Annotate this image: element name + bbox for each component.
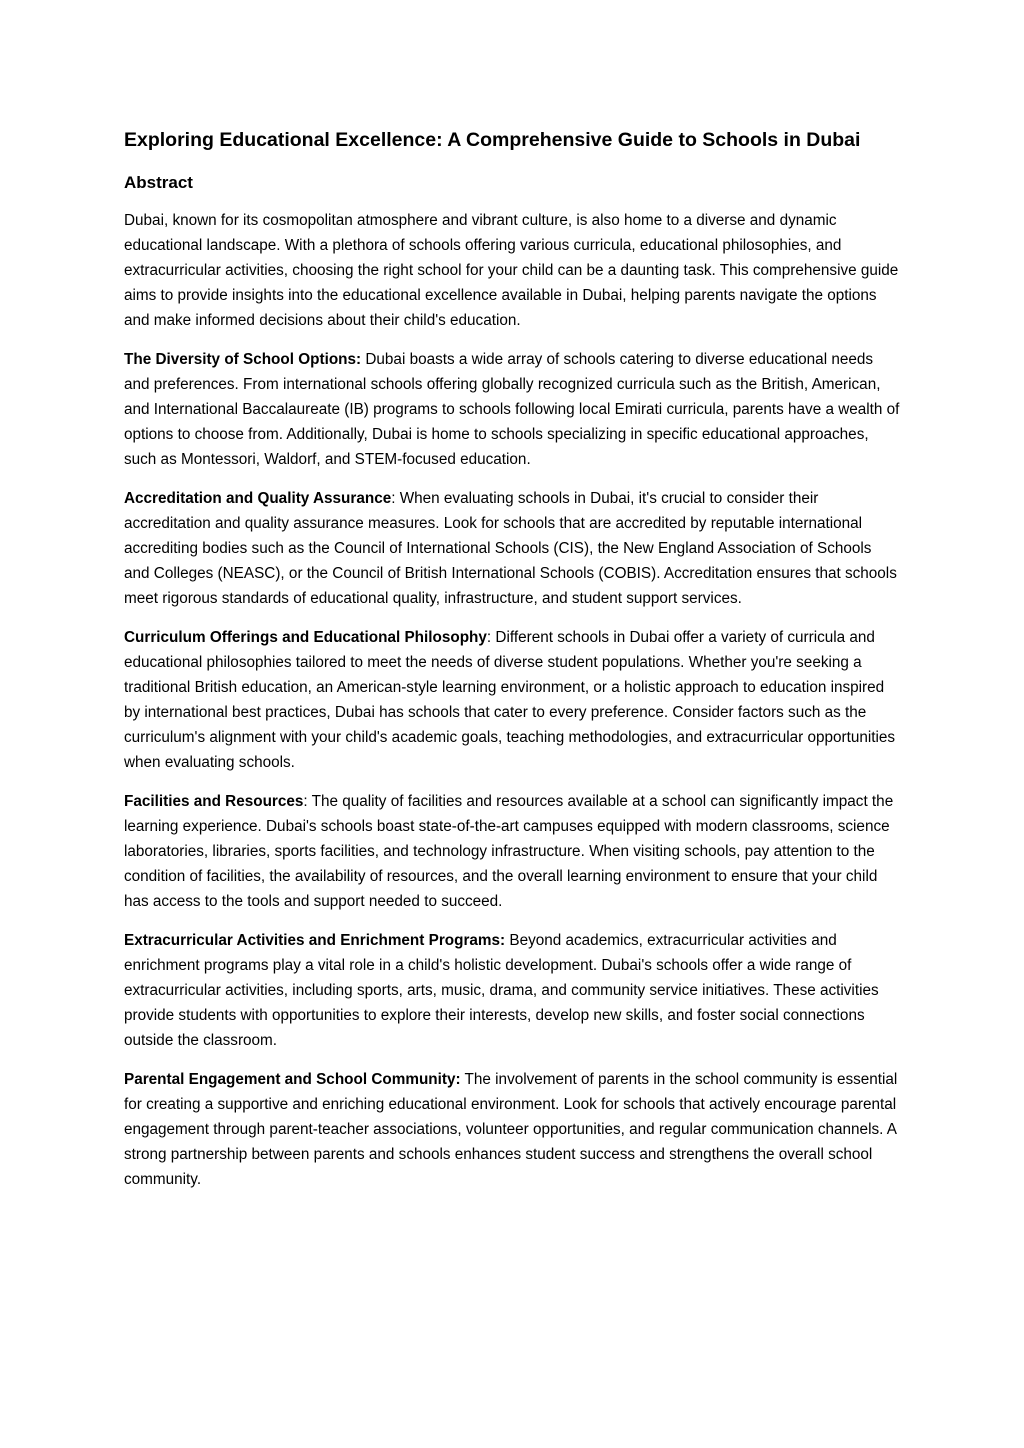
section-accreditation <box>124 486 900 611</box>
section-lead: The Diversity of School Options: <box>124 351 362 368</box>
section-lead: Extracurricular Activities and Enrichment Programs: <box>124 932 506 949</box>
section-text: Beyond academics, extracurricular activities and enrichment programs play a vital role in a child's holistic development. Dubai's schools offer a wide range of extracurricular activities, including sports, arts, music, drama, and community service initiatives. These activities provide students with opportunities to explore their interests, develop new skills, and foster social connections outside the classroom. <box>124 932 879 1049</box>
abstract-paragraph: Dubai, known for its cosmopolitan atmosphere and vibrant culture, is also home to a diverse and dynamic educational landscape. With a plethora of schools offering various curricula, educational philosophies, and extracurricular activities, choosing the right school for your child can be a daunting task. This comprehensive guide aims to provide insights into the educational excellence available in Dubai, helping parents navigate the options and make informed decisions about their child's education. <box>124 212 899 329</box>
section-lead: Parental Engagement and School Community: <box>124 1071 461 1088</box>
section-curriculum <box>124 625 900 775</box>
document-title: Exploring Educational Excellence: A Comprehensive Guide to Schools in Dubai <box>124 129 861 151</box>
section-school-options <box>124 347 900 472</box>
section-text: Dubai boasts a wide array of schools catering to diverse educational needs and preferences. From international schools offering globally recognized curricula such as the British, American, and International Baccalaureate (IB) programs to schools following local Emirati curricula, parents have a wealth of options to choose from. Additionally, Dubai is home to schools specializing in specific educational approaches, such as Montessori, Waldorf, and STEM-focused education. <box>124 351 900 468</box>
section-extracurricular <box>124 928 900 1053</box>
section-text: : The quality of facilities and resources available at a school can significantly impact the learning experience. Dubai's schools boast state-of-the-art campuses equipped with modern classrooms, science laboratories, libraries, sports facilities, and technology infrastructure. When visiting schools, pay attention to the condition of facilities, the availability of resources, and the overall learning environment to ensure that your child has access to the tools and support needed to succeed. <box>124 793 894 910</box>
section-parental-engagement <box>124 1067 900 1192</box>
section-lead: Curriculum Offerings and Educational Philosophy <box>124 629 487 646</box>
section-facilities <box>124 789 900 914</box>
section-text: : Different schools in Dubai offer a variety of curricula and educational philosophies tailored to meet the needs of diverse student populations. Whether you're seeking a traditional British education, an American-style learning environment, or a holistic approach to education inspired by international best practices, Dubai has schools that cater to every preference. Consider factors such as the curriculum's alignment with your child's academic goals, teaching methodologies, and extracurricular opportunities when evaluating schools. <box>124 629 896 771</box>
section-text: : When evaluating schools in Dubai, it's crucial to consider their accreditation and quality assurance measures. Look for schools that are accredited by reputable international accrediting bodies such as the Council of International Schools (CIS), the New England Association of Schools and Colleges (NEASC), or the Council of British International Schools (COBIS). Accreditation ensures that schools meet rigorous standards of educational quality, infrastructure, and student support services. <box>124 490 897 607</box>
section-text: The involvement of parents in the school community is essential for creating a supportive and enriching educational environment. Look for schools that actively encourage parental engagement through parent-teacher associations, volunteer opportunities, and regular communication channels. A strong partnership between parents and schools enhances student success and strengthens the overall school community. <box>124 1071 898 1188</box>
section-lead: Facilities and Resources <box>124 793 304 810</box>
document-page <box>124 124 900 1206</box>
abstract-heading: Abstract <box>124 173 193 192</box>
section-lead: Accreditation and Quality Assurance <box>124 490 392 507</box>
